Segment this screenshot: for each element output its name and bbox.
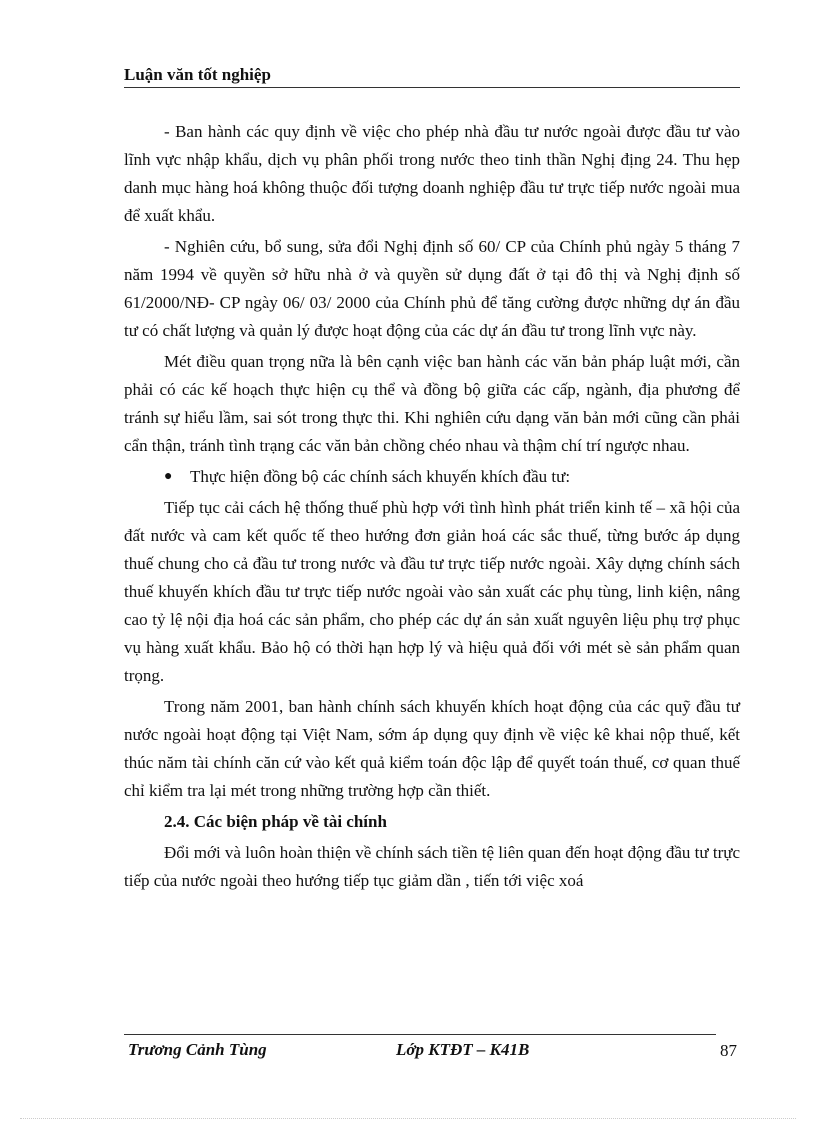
paragraph-legal-documents: Mét điều quan trọng nữa là bên cạnh việc ban hành các văn bản pháp luật mới, cần phải có các kế hoạch thực hiện cụ thể và đồng bộ giữa các cấp, ngành, địa phương để tránh sự hiểu lầm, sai sót trong thực thi. Khi nghiên cứu dạng văn bản mới cũng cần phải cẩn thận, tránh tình trạng các văn bản chồng chéo nhau và thậm chí trí ngược nhau. — [124, 352, 740, 455]
bullet-icon: ● — [164, 469, 173, 484]
footer-author: Trương Cảnh Tùng — [128, 1040, 267, 1059]
header-title: Luận văn tốt nghiệp — [124, 65, 271, 84]
page-number: 87 — [720, 1041, 737, 1060]
footer-class: Lớp KTĐT – K41B — [396, 1040, 530, 1059]
page-footer — [124, 1040, 744, 1064]
bullet-text: Thực hiện đồng bộ các chính sách khuyến khích đầu tư: — [190, 467, 571, 486]
paragraph-investment-funds: Trong năm 2001, ban hành chính sách khuyến khích hoạt động của các quỹ đầu tư nước ngoài hoạt động tại Việt Nam, sớm áp dụng quy định về việc kê khai nộp thuế, kết thúc năm tài chính căn cứ vào kết quả kiểm toán độc lập để quyết toán thuế, cơ quan thuế chỉ kiểm tra lại mét trong những trường hợp cần thiết. — [124, 697, 740, 800]
footer-divider — [124, 1034, 716, 1035]
page-edge-divider — [20, 1118, 796, 1119]
paragraph-monetary-policy: Đổi mới và luôn hoàn thiện về chính sách tiền tệ liên quan đến hoạt động đầu tư trực tiếp của nước ngoài theo hướng tiếp tục giảm dần , tiến tới việc xoá — [124, 843, 740, 890]
bullet-item — [164, 463, 740, 491]
paragraph-tax-reform: Tiếp tục cải cách hệ thống thuế phù hợp với tình hình phát triển kinh tế – xã hội của đất nước và cam kết quốc tế theo hướng đơn giản hoá các sắc thuế, từng bước áp dụng thuế chung cho cả đầu tư trong nước và đầu tư trực tiếp nước ngoài. Xây dựng chính sách thuế khuyến khích đầu tư trực tiếp nước ngoài vào sản xuất các phụ tùng, linh kiện, nâng cao tỷ lệ nội địa hoá các sản phẩm, cho phép các dự án sản xuất nguyên liệu phụ trợ phục vụ hàng xuất khẩu. Bảo hộ có thời hạn hợp lý và hiệu quả đối với mét sè sản phẩm quan trọng. — [124, 498, 740, 685]
page-header — [124, 64, 740, 88]
paragraph-decree-research: - Nghiên cứu, bổ sung, sửa đổi Nghị định số 60/ CP của Chính phủ ngày 5 tháng 7 năm 1994 về quyền sở hữu nhà ở và quyền sử dụng đất ở tại đô thị và Nghị định số 61/2000/NĐ- CP ngày 06/ 03/ 2000 của Chính phủ để tăng cường được những dự án đầu tư có chất lượng và quản lý được hoạt động của các dự án đầu tư trong lĩnh vực này. — [124, 237, 740, 340]
paragraph-import-regulation: - Ban hành các quy định về việc cho phép nhà đầu tư nước ngoài được đầu tư vào lĩnh vực nhập khẩu, dịch vụ phân phối trong nước theo tinh thần Nghị địng 24. Thu hẹp danh mục hàng hoá không thuộc đối tượng doanh nghiệp đầu tư trực tiếp nước ngoài mua để xuất khẩu. — [124, 122, 740, 225]
page-body — [124, 118, 740, 898]
section-heading: 2.4. Các biện pháp về tài chính — [164, 812, 387, 831]
